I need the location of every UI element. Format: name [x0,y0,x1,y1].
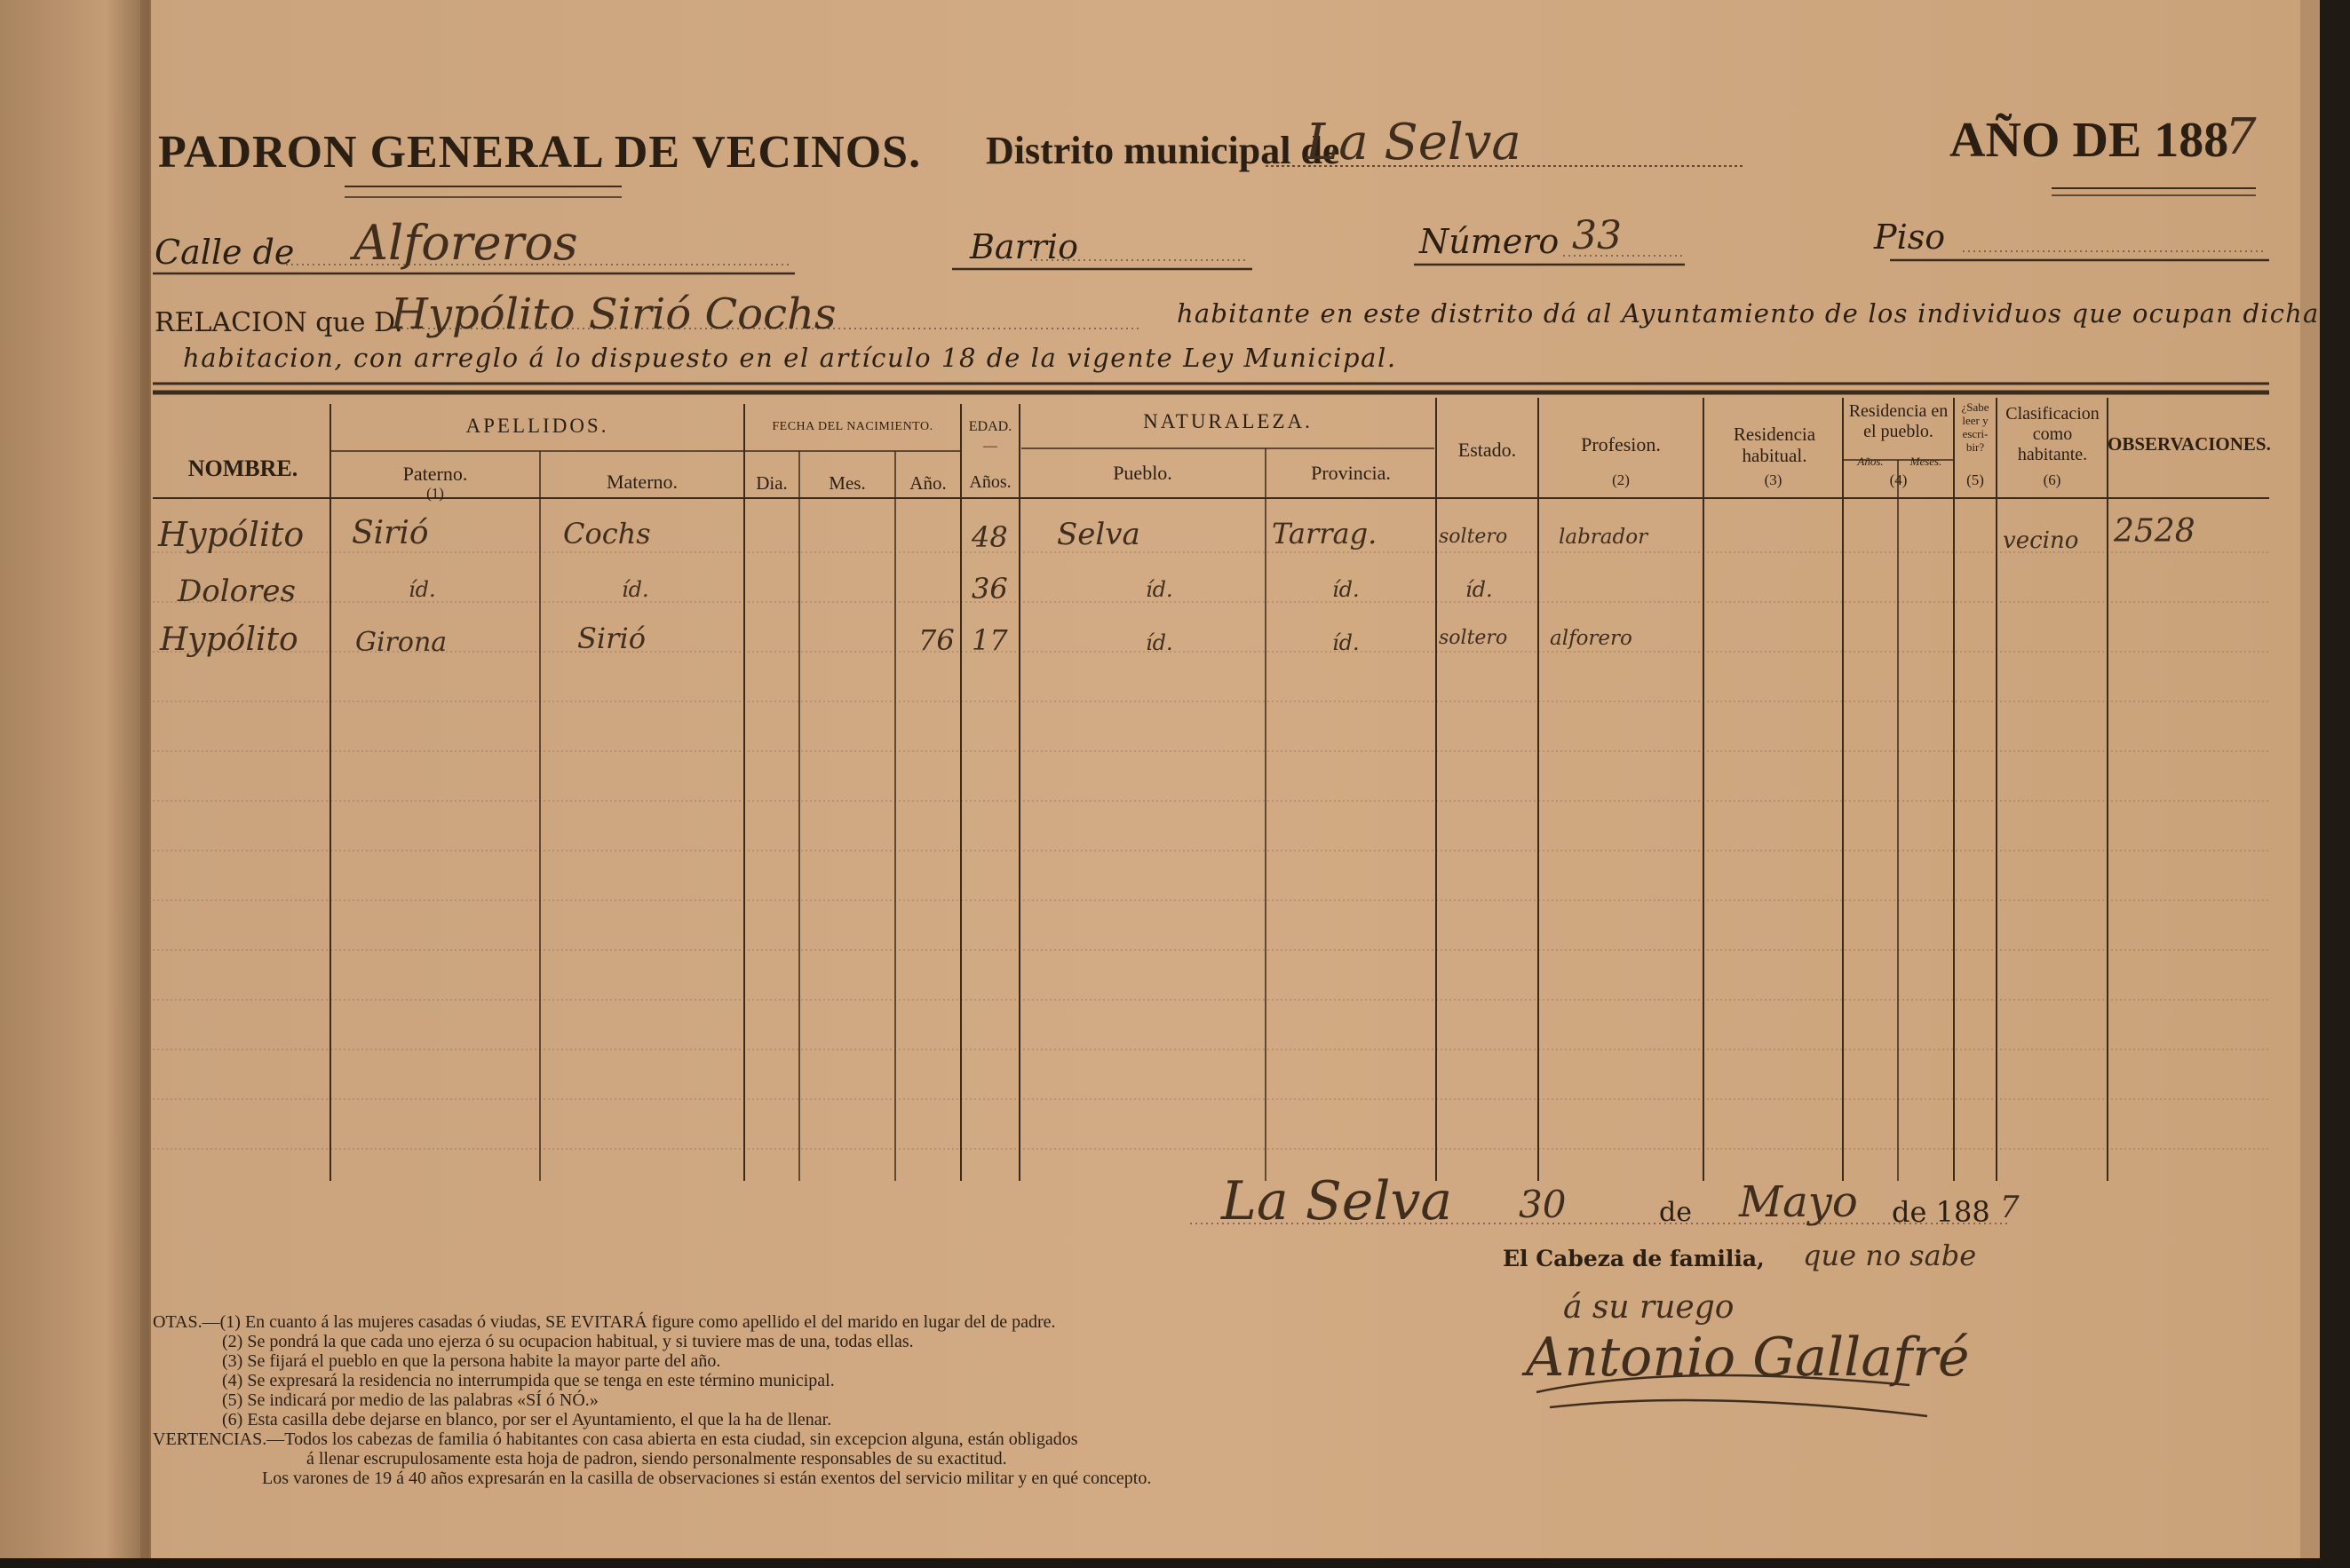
district-label: Distrito municipal de [986,129,1340,172]
col-estado: Estado. [1457,439,1517,461]
col-dia: Dia. [756,472,788,494]
cell-provincia: Tarrag. [1272,517,1377,550]
cabeza-note: que no sabe [1803,1239,1977,1272]
col-saber: ¿Sabe leer y escri- bir? [1961,400,1989,454]
note-8: á llenar escrupulosamente esta hoja de padron, siendo personalmente responsables de su exactitud. [306,1449,1007,1469]
col-residencia: Residencia habitual. [1733,424,1816,467]
cell-edad: 48 [972,520,1008,554]
col-anos: Años. [969,472,1012,492]
relacion-label: RELACION que D. [155,307,403,338]
cell-estado: íd. [1465,577,1493,602]
col-residencia-pueblo: Residencia en el pueblo. [1848,401,1949,441]
col-mes: Mes. [829,472,866,494]
cell-provincia: íd. [1332,577,1360,602]
note-2: (2) Se pondrá la que cada uno ejerza ó su ocupacion habitual, y si tuviere mas de una, todas ellas. [222,1332,914,1351]
col-nombre: NOMBRE. [187,455,298,481]
cell-paterno: Girona [355,627,448,658]
footer-day: 30 [1519,1183,1567,1226]
cabeza-label: El Cabeza de familia, [1503,1246,1765,1271]
note-6: (6) Esta casilla debe dejarse en blanco, por ser el Ayuntamiento, el que la ha de llenar. [222,1410,832,1429]
col-pueblo: Pueblo. [1113,462,1172,484]
note-3: (3) Se fijará el pueblo en que la persona habite la mayor parte del año. [222,1351,721,1371]
cell-nombre: Hypólito [158,515,305,554]
year-handwritten: 7 [2225,108,2257,166]
col-fecha: FECHA DEL NACIMIENTO. [772,420,933,433]
cell-materno: Cochs [563,517,651,550]
cell-profesion: labrador [1559,526,1648,549]
cell-ano: 76 [918,623,955,657]
note-1: OTAS.—(1) En cuanto á las mujeres casadas ó viudas, SE EVITARÁ figure como apellido el del marido en lugar del de padre. [153,1312,1056,1332]
cell-paterno: íd. [409,577,436,602]
col-apellidos: APELLIDOS. [465,415,609,437]
col-observaciones: OBSERVACIONES. [2108,433,2271,455]
footer-place: La Selva [1221,1170,1453,1232]
note-7: VERTENCIAS.—Todos los cabezas de familia ó habitantes con casa abierta en esta ciudad, sin excepcion alguna, están obligados [153,1429,1078,1449]
col-materno: Materno. [606,471,679,493]
relacion-text-2: habitacion, con arreglo á lo dispuesto en el artículo 18 de la vigente Ley Municipal. [183,343,1397,373]
form-title: PADRON GENERAL DE VECINOS. [158,127,922,178]
numero-value: 33 [1572,213,1622,258]
col-paterno-ref: (1) [426,485,444,502]
cell-materno: Sirió [577,622,646,655]
cell-observaciones: 2528 [2114,513,2195,550]
barrio-label: Barrio [970,227,1078,266]
footer-de: de [1659,1197,1692,1228]
footer-month: Mayo [1739,1177,1858,1227]
cell-pueblo: íd. [1146,630,1173,655]
col-edad: EDAD. [968,419,1012,434]
cell-provincia: íd. [1332,630,1360,655]
col-res-ref: (4) [1889,471,1908,488]
piso-label: Piso [1874,218,1946,257]
note-9: Los varones de 19 á 40 años expresarán en la casilla de observaciones si están exentos del servicio militar y en qué concepto. [262,1469,1152,1488]
cell-estado: soltero [1439,526,1508,548]
cell-pueblo: íd. [1146,577,1173,602]
street-value: Alforeros [353,215,578,271]
footer-year-digit: 7 [2000,1190,2020,1225]
cell-materno: íd. [622,577,649,602]
col-profesion-ref: (2) [1612,471,1630,488]
cell-nombre: Hypólito [160,622,298,658]
cell-edad: 36 [972,572,1008,606]
note-5: (5) Se indicará por medio de las palabras «SÍ ó NÓ.» [222,1390,599,1410]
col-saber-ref: (5) [1966,471,1984,488]
col-edad-dash: — [983,439,997,454]
col-provincia: Provincia. [1311,462,1391,484]
ruego-text: á su ruego [1563,1289,1735,1326]
col-profesion: Profesion. [1581,433,1661,455]
cell-clasificacion: vecino [2003,527,2079,554]
cell-estado: soltero [1439,627,1508,649]
col-residencia-ref: (3) [1764,471,1782,488]
footer-year-label: de 188 [1892,1195,1990,1229]
col-paterno: Paterno. [402,463,468,485]
district-value: La Selva [1306,114,1521,171]
col-res-meses: Meses. [1909,455,1942,468]
cell-nombre: Dolores [178,574,296,609]
cell-edad: 17 [972,623,1008,657]
note-4: (4) Se expresará la residencia no interrumpida que se tenga en este término municipal. [222,1371,835,1390]
relacion-name: Hypólito Sirió Cochs [391,289,837,339]
relacion-text-1: habitante en este distrito dá al Ayuntamiento de los individuos que ocupan dicha [1177,298,2320,329]
col-ano: Año. [909,472,947,494]
col-clasificacion: Clasificacion como habitante. [2005,404,2100,464]
numero-label: Número [1419,222,1560,261]
street-label: Calle de [155,233,295,272]
col-clasificacion-ref: (6) [2043,471,2061,488]
col-res-anos: Años. [1857,455,1884,468]
cell-paterno: Sirió [352,515,429,551]
cell-profesion: alforero [1550,627,1632,650]
col-naturaleza: NATURALEZA. [1143,410,1313,432]
year-label: AÑO DE 188 [1949,113,2229,168]
cell-pueblo: Selva [1057,517,1140,552]
signature: Antonio Gallafré [1526,1326,1970,1389]
